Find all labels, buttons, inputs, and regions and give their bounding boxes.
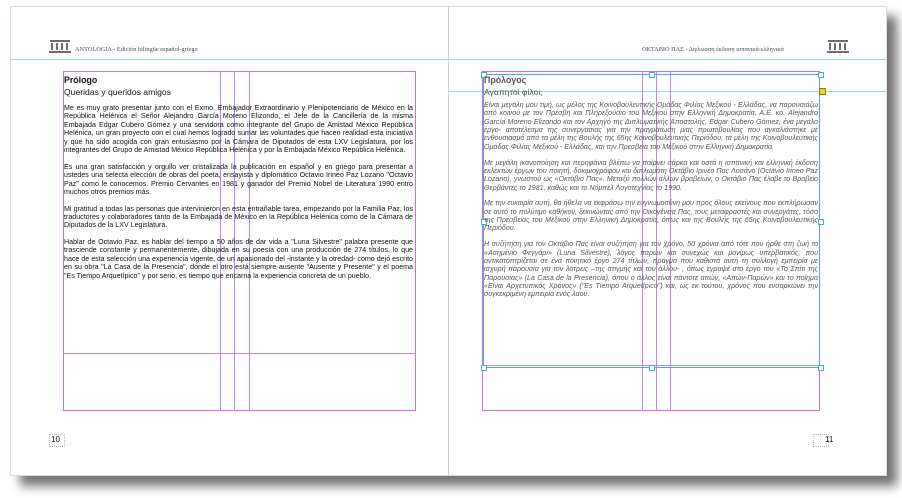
paragraph: Es una gran satisfacción y orgullo ver cristalizada la publicación en español y en griego para presentar a ustedes una selecta elección de obras del poeta, ensayista y diplomático Octavio Irineo Paz Lozano "Octavio Paz" como le conocemos. Premio Cervantes en 1981 y ganador del Premio Nobel de Literatura 1990 entro muchos otros premios más. <box>64 162 413 197</box>
page-subtitle: Queridas y queridos amigos <box>64 87 171 97</box>
page-title: Πρόλογος <box>484 75 527 85</box>
frame-adjust-handle[interactable] <box>819 88 826 95</box>
running-head: ΟΚΤΑΒΙΟ ΠΑΣ - Δίγλωσση έκδοση ισπανικά-ελληνικά <box>642 46 784 53</box>
page-subtitle: Αγαπητοί φίλοι, <box>484 87 543 97</box>
resize-handle[interactable] <box>818 72 824 78</box>
right-page[interactable] <box>449 7 886 475</box>
resize-handle[interactable] <box>818 365 824 371</box>
running-head: ANTOLOGIA - Edición bilingüe español-griego <box>75 46 198 53</box>
paragraph: Hablar de Octavio Paz, es hablar del tiempo a 50 años de dar vida a "Luna Silvestre" palabra presente que trasciende constante y permanentemente, dibujada en su poesía con una producción de 274 títulos, lo que hace de esta selección una experiencia vigente, de un apasionado del -instante y la otredad- como dejó escrito en su obra "La Casa de la Presencia", dónde el otro está siempre ausente "Ausente y Presente" y el poema "Es Tiempo Arquetípico" y por serio, es tiempo que encarna la experiencia concreta de un pueblo. <box>64 237 414 280</box>
left-page[interactable] <box>11 7 448 475</box>
resize-handle[interactable] <box>818 219 824 225</box>
paragraph: Με την ευκαιρία αυτή, θα ήθελα να εκφράσω την ευγνωμοσύνη μου προς όλους εκείνους που εκπλήρωσαν σε αυτό το πολύτιμο καθήκον, ξεκινώντας από την Οικογένεια Πας, τους μεταφραστές και συνεργάτες, τόσο της Πρεσβείας του Μεξικού στην Ελληνική Δημοκρατία, όπως και της Βουλής της 65ης Κοινοβουλευτικής Περιόδου. <box>484 199 818 233</box>
guide-line <box>449 59 886 60</box>
resize-handle[interactable] <box>649 365 655 371</box>
document-spread <box>10 6 887 476</box>
guide-line <box>11 59 448 60</box>
page-number: 11 <box>825 435 834 444</box>
page-title: Prólogo <box>64 75 98 85</box>
temple-logo-icon <box>49 38 71 54</box>
text-frame-gr[interactable] <box>484 75 818 306</box>
paragraph: Mi gratitud a todas las personas que intervinieron en esta entrañable tarea, empezando por la Familia Paz, los traductores y colaboradores tanto de la Embajada de México en la República Helénica como de la Cámara de Diputados de la LXV Legislatura. <box>64 204 413 230</box>
paragraph: Η συζήτηση για τον Οκτάβιο Πας είναι συζήτηση για τον χρόνο, 50 χρόνια από τότε που ήρθε στη ζωή το «Ασημένιο Φεγγάρι» (Luna Silvestre), λόγος παρών και συνεχώς και μονίμως υπερβατικός, που αντικατοπτρίζεται σε ένα ποιητικό έργο 274 τίτλων, πράγμα που καθιστά αυτή τη συλλογή εμπειρία με ισχυρή παρουσία για τον λάτρεις –της στιγμής και του άλλου- , όπως έγραψε στο έργο του «Το Σπίτι της Παρουσίας» (La Casa de la Presencia), όπου ο άλλος είναι πάντοτε απών, «Απών-Παρών» και το ποίημα «Είναι Αρχετυπικός Χρόνος» ("Es Tiempo Arquetípico") και, ως εκ τούτου, χρόνος που ενσαρκώνει την συγκεκριμένη εμπειρία ενός λαού. <box>484 240 818 299</box>
page-number: 10 <box>51 435 60 444</box>
paragraph: Me es muy grato presentar junto con el Exmo. Embajador Extraordinario y Plenipotenciario de México en la República Helénica el Señor Alejandro García Moreno Elizondo, el Jefe de la Cancillería de la misma Embajada Edgar Cubero Gómez y una servidora como integrante del Grupo de Amistad México República Helénica, un gran proyecto con el cual hemos logrado sumar las voluntades que hacen realidad esta iniciativa y que ha sido acogida con gran entusiasmo por la Cámara de Diputados de esta LXV Legislatura, por los integrantes del Grupo de Amistad México República Helénica y por la Embajada México República Helénica. <box>64 104 413 155</box>
paragraph: Είναι μεγάλη μου τιμή, ως μέλος της Κοινοβουλευτικής Ομάδας Φιλίας Μεξικού - Ελλάδας, να παρουσιάζω από κοινού με τον Πρέσβη και Πληρεξούσιο του Μεξικού στην Ελληνική Δημοκρατία, Α.Ε. κο. Alejandro García Moreno Elizondo και τον Αρχηγό της Διπλωματικής Αποστολής, Edgar Cubero Gómez, ένα μεγάλο έργο- αποτέλεσμα της συνεργασίας για την πραγμάτωση μιας πρωτοβουλίας που αγκαλιάστηκε με ενθουσιασμό από τα μέλη της Βουλής της 65ης Κοινοβουλευτικής Περιόδου, τα μέλη της Κοινοβουλευτικής Ομάδας Φιλίας Μεξικού - Ελλάδας, και την Πρεσβεία του Μεξικού στην Ελληνική Δημοκρατία. <box>484 101 818 151</box>
temple-logo-icon <box>827 38 849 54</box>
resize-handle[interactable] <box>481 365 487 371</box>
paragraph: Με μεγάλη ικανοποίηση και περηφάνια βλέπω να παίρνει σάρκα και οστά η ισπανική και ελληνική έκδοση εκλεκτών έργων του ποιητή, δοκιμιογράφου και διπλωμάτη Οκτάβιο Ιρινέο Πας Λοσάνο (Octavio Irineo Paz Lozano), γνωστού ως «Οκτάβιο Πας». Μεταξύ πολλών άλλων βραβείων, ο Οκτάβιο Πας έλαβε το Βραβείο Θερβάντες το 1981, καθώς και το Νόμπελ Λογοτεχνίας το 1990. <box>484 158 818 192</box>
text-frame-es[interactable] <box>64 75 413 288</box>
baseline-guide <box>63 353 416 354</box>
